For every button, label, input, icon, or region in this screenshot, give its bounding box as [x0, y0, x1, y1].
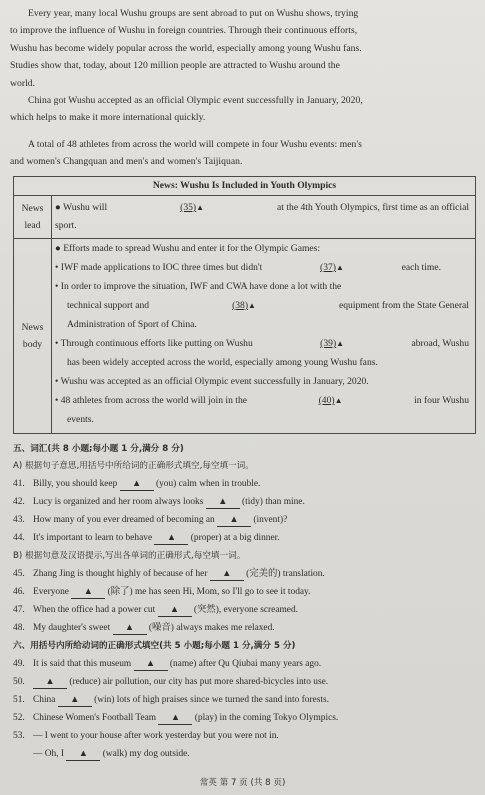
question-46: 46. Everyone ▲ (除了) me has seen Hi, Mom, so I'll go to see it today.	[13, 587, 311, 597]
passage-paragraph-3: A total of 48 athletes from across the world will compete in four Wushu events: men's and women's Changquan and men's and women's Taijiquan.	[10, 139, 362, 168]
question-53-reply: — Oh, I ▲ (walk) my dog outside.	[33, 749, 190, 759]
news-lead-line: sport.	[55, 220, 77, 231]
blank-38[interactable]: (38)▲	[232, 300, 256, 311]
section-6-heading: 六、用括号内所给动词的正确形式填空(共 5 小题;每小题 1 分,满分 5 分)	[13, 641, 296, 651]
news-body-line: • IWF made applications to IOC three times but didn't (37)▲ each time.	[55, 259, 441, 276]
answer-blank[interactable]: ▲	[33, 677, 67, 689]
answer-blank[interactable]: ▲	[158, 713, 192, 725]
blank-37[interactable]: (37)▲	[320, 262, 344, 273]
blank-35[interactable]: (35)▲	[180, 202, 205, 213]
news-body-line: technical support and (38)▲ equipment from the State General	[55, 297, 469, 314]
question-43: 43. How many of you ever dreamed of becoming an ▲ (invent)?	[13, 515, 288, 525]
section-5-heading: 五、词汇(共 8 小题;每小题 1 分,满分 8 分)	[13, 444, 184, 454]
blank-40[interactable]: (40)▲	[318, 395, 343, 406]
question-45: 45. Zhang Jing is thought highly of because of her ▲ (完美的) translation.	[13, 569, 325, 579]
news-body-content	[55, 238, 469, 433]
answer-blank[interactable]: ▲	[58, 695, 92, 707]
section-5-part-b: B) 根据句意及汉语提示,写出各单词的正确形式,每空填一词。	[13, 551, 246, 561]
question-44: 44. It's important to learn to behave ▲ (proper) at a big dinner.	[13, 533, 280, 543]
answer-blank[interactable]: ▲	[210, 569, 244, 581]
news-body-line: has been widely accepted across the world, especially among young Wushu fans.	[67, 357, 378, 368]
answer-blank[interactable]: ▲	[154, 533, 188, 545]
news-body-line: ● Efforts made to spread Wushu and enter it for the Olympic Games:	[55, 243, 321, 254]
news-lead-content	[55, 195, 469, 238]
question-49: 49. It is said that this museum ▲ (name) after Qu Qiubai many years ago.	[13, 659, 322, 669]
question-42: 42. Lucy is organized and her room always looks ▲ (tidy) than mine.	[13, 497, 305, 507]
passage-paragraph-2: China got Wushu accepted as an official Olympic event successfully in January, 2020, which helps to make it more international quickly.	[10, 95, 363, 124]
news-table	[13, 176, 476, 434]
news-lead-row	[14, 195, 475, 239]
question-41: 41. Billy, you should keep ▲ (you) calm when in trouble.	[13, 479, 261, 489]
question-47: 47. When the office had a power cut ▲ (突然), everyone screamed.	[13, 605, 298, 615]
answer-blank[interactable]: ▲	[158, 605, 192, 617]
news-body-line: • In order to improve the situation, IWF and CWA have done a lot with the	[55, 281, 342, 292]
question-53: 53. — I went to your house after work yesterday but you were not in.	[13, 731, 279, 741]
answer-blank[interactable]: ▲	[206, 497, 240, 509]
question-52: 52. Chinese Women's Football Team ▲ (play) in the coming Tokyo Olympics.	[13, 713, 339, 723]
news-body-line: • Through continuous efforts like putting on Wushu (39)▲ abroad, Wushu	[55, 335, 469, 352]
blank-39[interactable]: (39)▲	[320, 338, 345, 349]
news-table-title: News: Wushu Is Included in Youth Olympics	[14, 177, 475, 196]
news-lead-line: ● Wushu will (35)▲ at the 4th Youth Olympics, first time as an official	[55, 199, 469, 216]
answer-blank[interactable]: ▲	[134, 659, 168, 671]
answer-blank[interactable]: ▲	[217, 515, 251, 527]
news-lead-label: News lead	[14, 195, 52, 238]
news-body-line: Administration of Sport of China.	[67, 319, 197, 330]
news-body-line: • 48 athletes from across the world will join in the (40)▲ in four Wushu	[55, 392, 469, 409]
answer-blank[interactable]: ▲	[71, 587, 105, 599]
news-body-line: • Wushu was accepted as an official Olympic event successfully in January, 2020.	[55, 376, 369, 387]
page-footer: 常英 第 7 页 (共 8 页)	[199, 778, 286, 788]
news-body-line: events.	[67, 414, 94, 425]
news-body-row	[14, 238, 475, 433]
answer-blank[interactable]: ▲	[66, 749, 100, 761]
passage-paragraph-1: Every year, many local Wushu groups are sent abroad to put on Wushu shows, trying to improve the influence of Wushu in foreign countries. Through their continuous efforts, Wushu has become widely popular across the world, especially among young Wushu fans. Studies show that, today, about 120 million people are attracted to Wushu around the world.	[10, 8, 362, 89]
question-48: 48. My daughter's sweet ▲ (噪音) always makes me relaxed.	[13, 623, 275, 633]
answer-blank[interactable]: ▲	[113, 623, 147, 635]
news-body-label: News body	[14, 238, 52, 433]
question-51: 51. China ▲ (win) lots of high praises since we turned the sand into forests.	[13, 695, 329, 705]
question-50: 50. ▲ (reduce) air pollution, our city has put more shared-bicycles into use.	[13, 677, 329, 687]
section-5-part-a: A) 根据句子意思,用括号中所给词的正确形式填空,每空填一词。	[13, 461, 254, 471]
answer-blank[interactable]: ▲	[120, 479, 154, 491]
